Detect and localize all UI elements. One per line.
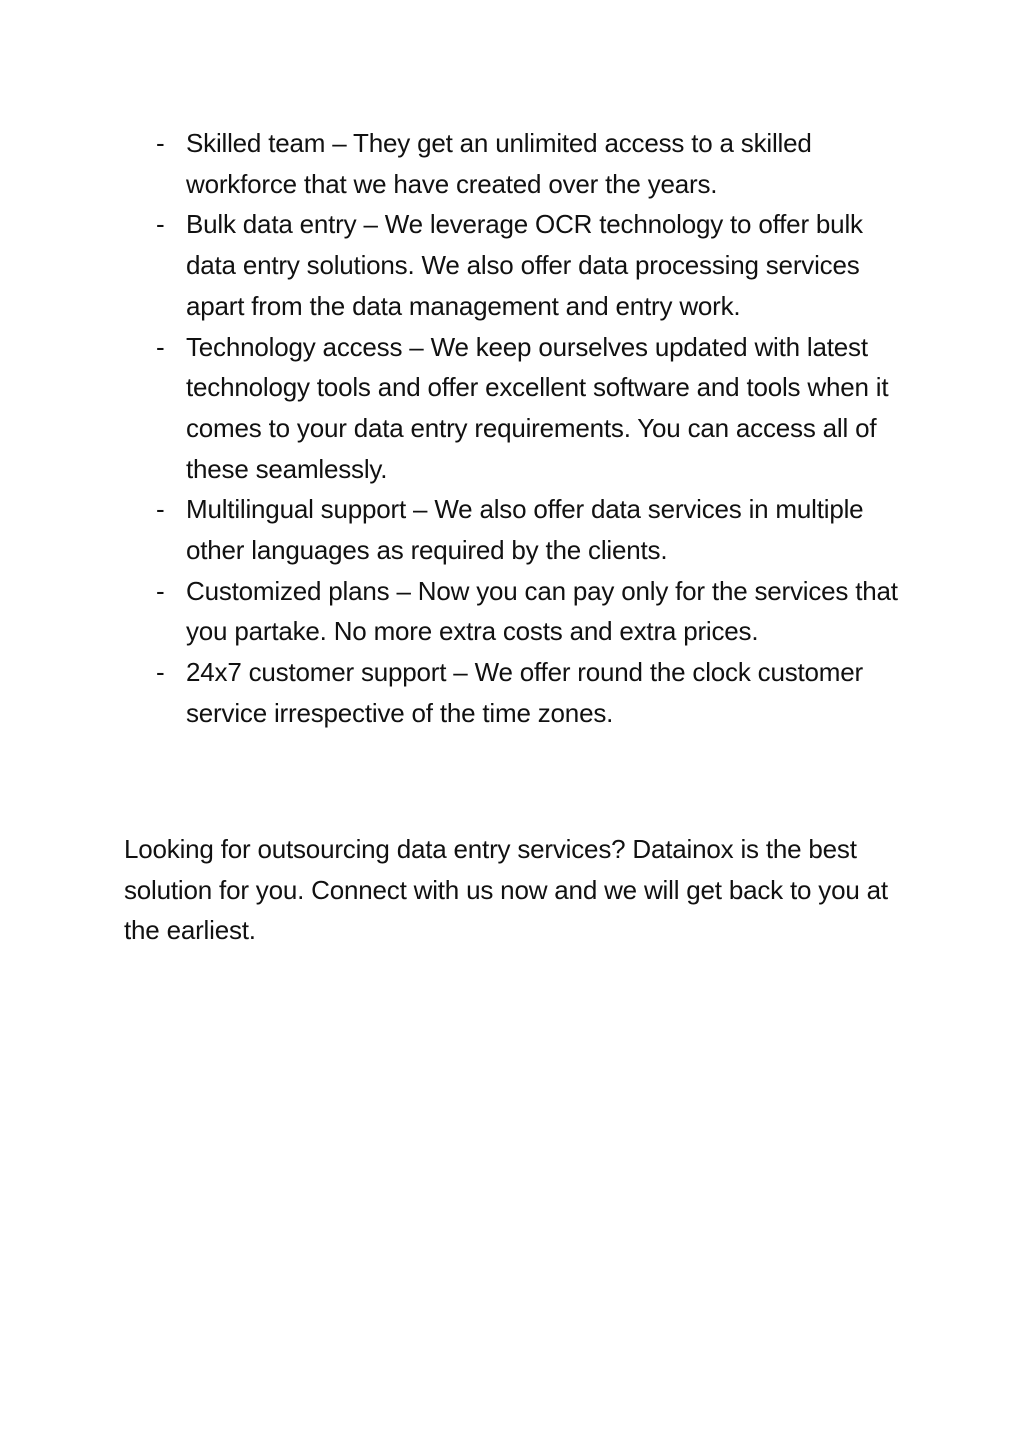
service-bullet-list — [124, 123, 914, 734]
bullet-text: Technology access – We keep ourselves updated with latest technology tools and offer excellent software and tools when it comes to your data entry requirements. You can access all of these seamlessly. — [186, 331, 889, 484]
bullet-marker: - — [156, 494, 165, 525]
bullet-text: Skilled team – They get an unlimited access to a skilled workforce that we have created over the years. — [186, 128, 812, 199]
bullet-item-customer-support — [124, 652, 914, 733]
bullet-marker: - — [156, 209, 165, 240]
bullet-item-technology-access — [124, 327, 914, 490]
bullet-text: Multilingual support – We also offer data services in multiple other languages as required by the clients. — [186, 494, 864, 566]
bullet-item-skilled-team — [124, 123, 914, 204]
closing-paragraph: Looking for outsourcing data entry services? Datainox is the best solution for you. Connect with us now and we will get back to you at the earliest. — [124, 834, 888, 946]
bullet-item-multilingual-support — [124, 489, 914, 570]
bullet-text: Customized plans – Now you can pay only for the services that you partake. No more extra costs and extra prices. — [186, 575, 898, 647]
bullet-marker: - — [156, 128, 165, 158]
bullet-marker: - — [156, 331, 165, 362]
bullet-text: 24x7 customer support – We offer round the clock customer service irrespective of the time zones. — [186, 657, 863, 728]
bullet-item-customized-plans — [124, 571, 914, 652]
bullet-marker: - — [156, 657, 165, 688]
bullet-item-bulk-data-entry — [124, 204, 914, 326]
bullet-text: Bulk data entry – We leverage OCR technology to offer bulk data entry solutions. We also offer data processing services apart from the data management and entry work. — [186, 209, 863, 321]
bullet-marker: - — [156, 575, 165, 606]
